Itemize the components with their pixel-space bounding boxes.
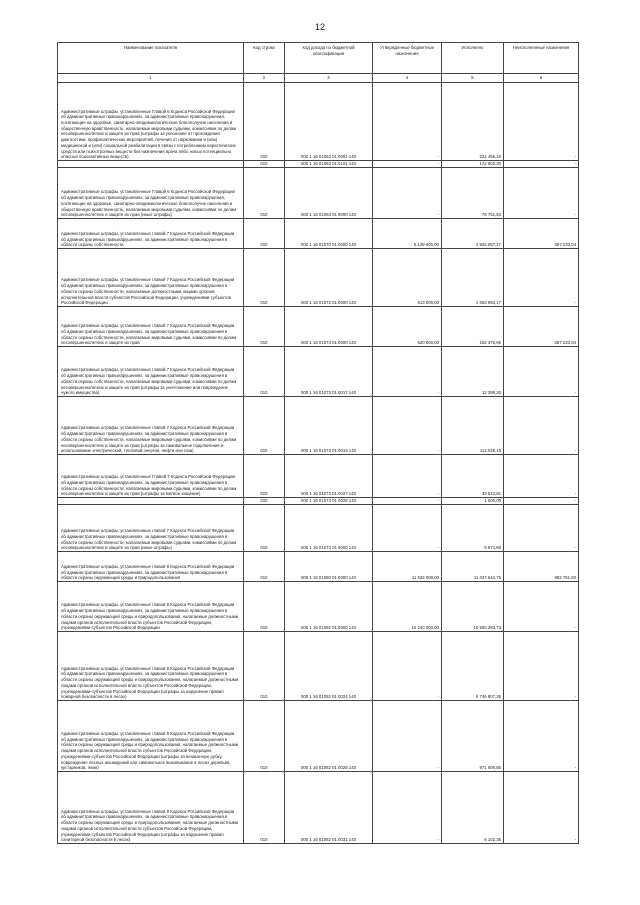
row-remaining-amount: 982 751,60 xyxy=(504,552,579,582)
row-line-code: 010 xyxy=(244,219,285,249)
column-number: 5 xyxy=(442,74,504,83)
row-remaining-amount: - xyxy=(504,455,579,498)
row-executed-amount: 5 746 807,35 xyxy=(442,632,504,701)
row-remaining-amount: - xyxy=(504,249,579,307)
table-row xyxy=(58,455,579,498)
row-approved-amount: - xyxy=(373,455,442,498)
row-name xyxy=(58,161,244,168)
row-executed-amount: 172 902,30 xyxy=(442,161,504,168)
header-approved: Утвержденные бюджетные назначения xyxy=(373,43,442,74)
row-name xyxy=(58,498,244,505)
row-name: Административные штрафы, установленные Главой 6 Кодекса Российской Федерации об административных правонарушениях, за административные правонарушения, посягающие на здоровье, санитарно-эпидемиологическое благополучие населения и общественную нравственность, налагаемые мировыми судьями, комиссиями по делам несовершеннолетних и защите их прав (штрафы за уклонение от прохождения диагностики, профилактических мероприятий, лечения от наркомании и (или) медицинской и (или) социальной реабилитации в связи с потреблением наркотических средств или психотропных веществ без назначения врача либо новых потенциально опасных психоактивных веществ) xyxy=(58,83,244,161)
row-executed-amount: 971 606,80 xyxy=(442,701,504,772)
header-classification: Код дохода по бюджетной классификации xyxy=(285,43,373,74)
row-remaining-amount: - xyxy=(504,582,579,632)
column-number: 2 xyxy=(244,74,285,83)
row-classification-code: 000 1 16 01073 01 0019 140 xyxy=(285,397,373,455)
row-executed-amount: 9 674,80 xyxy=(442,505,504,552)
row-executed-amount: 1 653 993,17 xyxy=(442,249,504,307)
row-executed-amount: 1 925 057,17 xyxy=(442,219,504,249)
row-line-code: 010 xyxy=(244,505,285,552)
row-approved-amount: - xyxy=(373,498,442,505)
row-line-code: 010 xyxy=(244,632,285,701)
row-approved-amount: 10 240 000,00 xyxy=(373,582,442,632)
row-approved-amount: - xyxy=(373,632,442,701)
table-row xyxy=(58,582,579,632)
row-remaining-amount: - xyxy=(504,772,579,844)
row-executed-amount: 10 500 283,73 xyxy=(442,582,504,632)
row-classification-code: 000 1 16 01082 01 0031 140 xyxy=(285,772,373,844)
row-approved-amount: - xyxy=(373,161,442,168)
row-classification-code: 000 1 16 01073 01 0000 140 xyxy=(285,307,373,347)
table-row xyxy=(58,161,579,168)
row-approved-amount: - xyxy=(373,83,442,161)
row-executed-amount: 12 399,30 xyxy=(442,347,504,397)
row-name: Административные штрафы, установленные главой 7 Кодекса Российской Федерации об административных правонарушениях, за административные правонарушения в области охраны собственности xyxy=(58,219,244,249)
row-name: Административные штрафы, установленные главой 8 Кодекса Российской Федерации об административных правонарушениях, за административные правонарушения в области охраны окружающей среды и природопользования, налагаемые должностными лицами органов исполнительной власти субъектов Российской Федерации, учреждениями субъектов Российской Федерации (штрафы за нарушение правил пожарной безопасности в лесах) xyxy=(58,632,244,701)
row-remaining-amount: - xyxy=(504,701,579,772)
row-classification-code: 000 1 16 01073 01 0017 140 xyxy=(285,347,373,397)
row-line-code: 010 xyxy=(244,455,285,498)
table-row xyxy=(58,505,579,552)
row-name: Административные штрафы, установленные главой 7 Кодекса Российской Федерации об административных правонарушениях, за административные правонарушения в области охраны собственности, налагаемые мировыми судьями, комиссиями по делам несовершеннолетних и защите их прав (штрафы за уничтожение или повреждение чужого имущества) xyxy=(58,347,244,397)
row-executed-amount: 76 751,63 xyxy=(442,168,504,219)
row-executed-amount: 162 375,96 xyxy=(442,307,504,347)
row-line-code: 010 xyxy=(244,168,285,219)
column-number: 4 xyxy=(373,74,442,83)
header-name: Наименование показателя xyxy=(58,43,244,74)
header-remaining: Неисполненные назначения xyxy=(504,43,579,74)
row-executed-amount: 11 347 644,75 xyxy=(442,552,504,582)
row-classification-code: 000 1 16 01072 01 0000 140 xyxy=(285,249,373,307)
row-classification-code: 000 1 16 01073 01 0027 140 xyxy=(285,455,373,498)
row-classification-code: 000 1 16 01073 01 0028 140 xyxy=(285,498,373,505)
row-approved-amount: - xyxy=(373,772,442,844)
row-line-code: 010 xyxy=(244,552,285,582)
row-line-code: 010 xyxy=(244,397,285,455)
row-line-code: 010 xyxy=(244,347,285,397)
row-approved-amount: 613 000,00 xyxy=(373,249,442,307)
row-name: Административные штрафы, установленные главой 8 Кодекса Российской Федерации об административных правонарушениях, за административные правонарушения в области охраны окружающей среды и природопользования, налагаемые должностными лицами органов исполнительной власти субъектов Российской Федерации, учреждениями субъектов Российской Федерации (штрафы за нарушение правил санитарной безопасности в лесах) xyxy=(58,772,244,844)
row-name: Административные штрафы, установленные главой 7 Кодекса Российской Федерации об административных правонарушениях, за административные правонарушения в области охраны собственности, налагаемые мировыми судьями, комиссиями по делам несовершеннолетних и защите их прав (штрафы за самовольное подключение и использование электрической, тепловой энергии, нефти или газа) xyxy=(58,397,244,455)
row-executed-amount: 222 456,16 xyxy=(442,83,504,161)
row-name: Административные штрафы, установленные главой 7 Кодекса Российской Федерации об административных правонарушениях, за административные правонарушения в области охраны собственности, налагаемые должностными лицами органов исполнительной власти субъектов Российской Федерации, учреждениями субъектов Российской Федерации xyxy=(58,249,244,307)
row-classification-code: 000 1 16 01063 01 9000 140 xyxy=(285,168,373,219)
table-row xyxy=(58,552,579,582)
row-remaining-amount: - xyxy=(504,397,579,455)
row-approved-amount: - xyxy=(373,701,442,772)
table-row xyxy=(58,701,579,772)
row-approved-amount: - xyxy=(373,347,442,397)
row-executed-amount: 6 102,36 xyxy=(442,772,504,844)
row-approved-amount: - xyxy=(373,168,442,219)
row-classification-code: 000 1 16 01073 01 9000 140 xyxy=(285,505,373,552)
row-remaining-amount: - xyxy=(504,505,579,552)
header-executed: Исполнено xyxy=(442,43,504,74)
table-row xyxy=(58,772,579,844)
row-classification-code: 000 1 16 01063 01 0101 140 xyxy=(285,161,373,168)
table-row xyxy=(58,249,579,307)
table-row xyxy=(58,397,579,455)
row-remaining-amount: - xyxy=(504,161,579,168)
column-number: 1 xyxy=(58,74,244,83)
table-row xyxy=(58,498,579,505)
row-remaining-amount: - xyxy=(504,347,579,397)
row-classification-code: 000 1 16 01070 01 0000 140 xyxy=(285,219,373,249)
row-executed-amount: 113 028,15 xyxy=(442,397,504,455)
row-classification-code: 000 1 16 01082 01 0000 140 xyxy=(285,582,373,632)
row-line-code: 010 xyxy=(244,582,285,632)
page-number: 12 xyxy=(314,22,325,32)
row-approved-amount: 11 532 000,00 xyxy=(373,552,442,582)
row-name: Административные штрафы, установленные главой 8 Кодекса Российской Федерации об административных правонарушениях, за административные правонарушения в области охраны окружающей среды и природопользования xyxy=(58,552,244,582)
table-row xyxy=(58,219,579,249)
row-classification-code: 000 1 16 01082 01 0028 140 xyxy=(285,701,373,772)
row-approved-amount: 5 139 600,00 xyxy=(373,219,442,249)
table-body xyxy=(58,83,579,844)
table-row xyxy=(58,632,579,701)
row-executed-amount: 33 512,81 xyxy=(442,455,504,498)
table-row xyxy=(58,347,579,397)
row-approved-amount: - xyxy=(373,505,442,552)
row-name: Административные штрафы, установленные главой 8 Кодекса Российской Федерации об административных правонарушениях, за административные правонарушения в области охраны окружающей среды и природопользования, налагаемые должностными лицами органов исполнительной власти субъектов Российской Федерации, учреждениями субъектов Российской Федерации (штрафы за незаконную рубку, повреждение лесных насаждений или самовольное выкапывание в лесах деревьев, кустарников, лиан) xyxy=(58,701,244,772)
row-line-code: 010 xyxy=(244,161,285,168)
row-executed-amount: 1 500,00 xyxy=(442,498,504,505)
row-classification-code: 000 1 16 01082 01 0024 140 xyxy=(285,632,373,701)
row-remaining-amount: 357 233,04 xyxy=(504,307,579,347)
column-number: 6 xyxy=(504,74,579,83)
column-number-row xyxy=(58,74,579,83)
table-row xyxy=(58,83,579,161)
row-classification-code: 000 1 16 01063 01 0091 140 xyxy=(285,83,373,161)
row-remaining-amount: - xyxy=(504,83,579,161)
row-name: Административные штрафы, установленные главой 7 Кодекса Российской Федерации об административных правонарушениях, за административные правонарушения в области охраны собственности, налагаемые мировыми судьями, комиссиями по делам несовершеннолетних и защите их прав xyxy=(58,307,244,347)
header-line-code: Код строки xyxy=(244,43,285,74)
row-line-code: 010 xyxy=(244,498,285,505)
row-remaining-amount: - xyxy=(504,168,579,219)
header-row xyxy=(58,43,579,74)
row-classification-code: 000 1 16 01080 01 0000 140 xyxy=(285,552,373,582)
column-number: 3 xyxy=(285,74,373,83)
row-approved-amount: 520 000,00 xyxy=(373,307,442,347)
row-name: Административные штрафы, установленные Главой 6 Кодекса Российской Федерации об административных правонарушениях, за административные правонарушения, посягающие на здоровье, санитарно-эпидемиологическое благополучие населения и общественную нравственность, налагаемые мировыми судьями, комиссиями по делам несовершеннолетних и защите их прав (иные штрафы) xyxy=(58,168,244,219)
row-name: Административные штрафы, установленные Главой 7 Кодекса Российской Федерации об административных правонарушениях, за административные правонарушения в области охраны собственности, налагаемые мировыми судьями, комиссиями по делам несовершеннолетних и защите их прав (штрафы за мелкое хищение) xyxy=(58,455,244,498)
row-line-code: 010 xyxy=(244,307,285,347)
row-remaining-amount: - xyxy=(504,498,579,505)
row-line-code: 010 xyxy=(244,83,285,161)
row-name: Административные штрафы, установленные главой 7 Кодекса Российской Федерации об административных правонарушениях, за административные правонарушения в области охраны собственности, налагаемые мировыми судьями, комиссиями по делам несовершеннолетних и защите их прав (иные штрафы) xyxy=(58,505,244,552)
row-line-code: 010 xyxy=(244,772,285,844)
row-name: Административные штрафы, установленные главой 8 Кодекса Российской Федерации об административных правонарушениях, за административные правонарушения в области охраны окружающей среды и природопользования, налагаемые должностными лицами органов исполнительной власти субъектов Российской Федерации, учреждениями субъектов Российской Федерации xyxy=(58,582,244,632)
row-approved-amount: - xyxy=(373,397,442,455)
table-row xyxy=(58,168,579,219)
row-line-code: 010 xyxy=(244,249,285,307)
row-remaining-amount: 357 233,04 xyxy=(504,219,579,249)
row-line-code: 010 xyxy=(244,701,285,772)
table-row xyxy=(58,307,579,347)
row-remaining-amount: - xyxy=(504,632,579,701)
report-table xyxy=(57,42,579,844)
report-table-container xyxy=(57,42,578,844)
